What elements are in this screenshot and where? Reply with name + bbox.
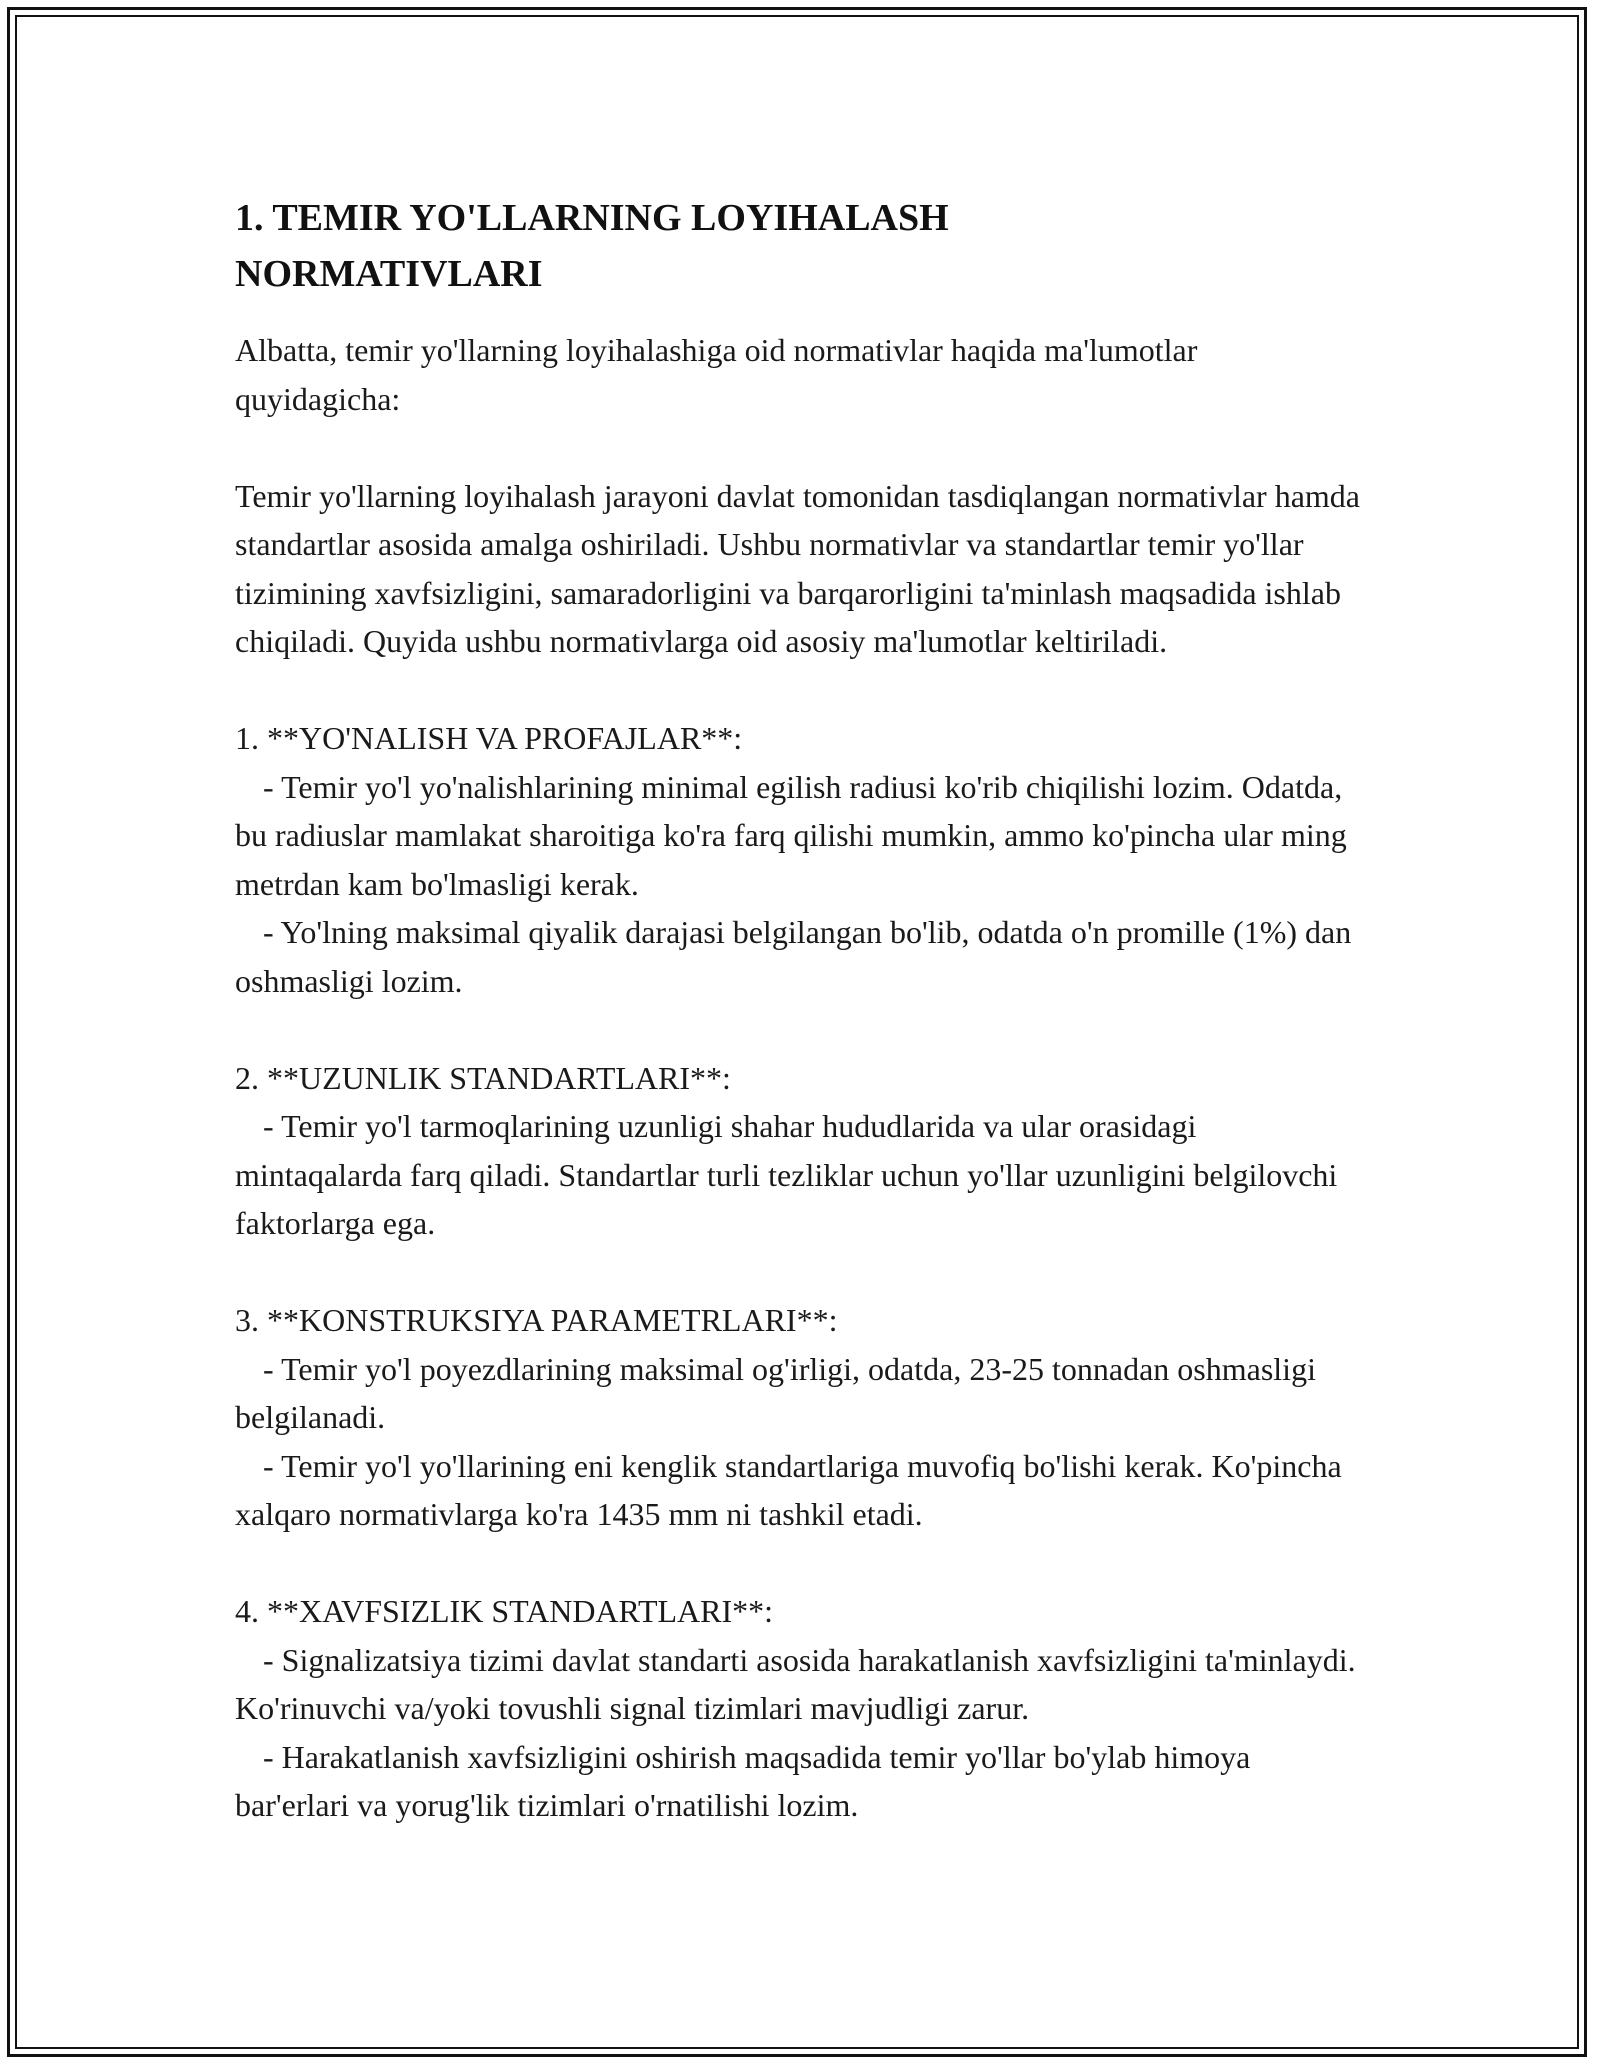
section-bullet: - Temir yo'l tarmoqlarining uzunligi shahar hududlarida va ular orasidagi mintaqalarda farq qiladi. Standartlar turli tezliklar uchun yo'llar uzunligini belgilovchi faktorlarga ega. bbox=[235, 1108, 1346, 1241]
section-bullet: - Yo'lning maksimal qiyalik darajasi belgilangan bo'lib, odatda o'n promille (1%) dan oshmasligi lozim. bbox=[235, 914, 1360, 999]
section-heading: 4. **XAVFSIZLIK STANDARTLARI**: bbox=[235, 1593, 774, 1629]
section-bullet: - Temir yo'l yo'nalishlarining minimal egilish radiusi ko'rib chiqilishi lozim. Odatda, bu radiuslar mamlakat sharoitiga ko'ra farq qilishi mumkin, ammo ko'pincha ular ming metrdan kam bo'lmasligi kerak. bbox=[235, 768, 1355, 902]
title-line-2: NORMATIVLARI bbox=[235, 253, 543, 295]
section-1 bbox=[235, 714, 1365, 1005]
document-body bbox=[235, 190, 1368, 1878]
section-bullet: - Signalizatsiya tizimi davlat standarti asosida harakatlanish xavfsizligini ta'minlaydi. Ko'rinuvchi va/yoki tovushli signal tizimlari mavjudligi zarur. bbox=[235, 1641, 1364, 1726]
section-heading: 1. **YO'NALISH VA PROFAJLAR**: bbox=[235, 720, 743, 756]
intro-paragraph: Albatta, temir yo'llarning loyihalashiga oid normativlar haqida ma'lumotlar quyidagicha: bbox=[235, 332, 1206, 417]
section-2 bbox=[235, 1054, 1365, 1248]
section-bullet: - Harakatlanish xavfsizligini oshirish maqsadida temir yo'llar bo'ylab himoya bar'erlari va yorug'lik tizimlari o'rnatilishi lozim. bbox=[235, 1738, 1259, 1823]
title-line-1: 1. TEMIR YO'LLARNING LOYIHALASH bbox=[235, 197, 949, 239]
section-heading: 3. **KONSTRUKSIYA PARAMETRLARI**: bbox=[235, 1302, 838, 1338]
page-title bbox=[235, 190, 1365, 302]
intro-block bbox=[235, 326, 1365, 423]
section-bullet: - Temir yo'l poyezdlarining maksimal og'irligi, odatda, 23-25 tonnadan oshmasligi belgilanadi. bbox=[235, 1350, 1324, 1435]
overview-paragraph: Temir yo'llarning loyihalash jarayoni davlat tomonidan tasdiqlangan normativlar hamda standartlar asosida amalga oshiriladi. Ushbu normativlar va standartlar temir yo'llar tizimining xavfsizligini, samaradorligini va barqarorligini ta'minlash maqsadida ishlab chiqiladi. Quyida ushbu normativlarga oid asosiy ma'lumotlar keltiriladi. bbox=[235, 477, 1368, 659]
section-3 bbox=[235, 1296, 1365, 1539]
section-bullet: - Temir yo'l yo'llarining eni kenglik standartlariga muvofiq bo'lishi kerak. Ko'pincha xalqaro normativlarga ko'ra 1435 mm ni tashkil etadi. bbox=[235, 1447, 1350, 1532]
overview-block bbox=[235, 472, 1368, 666]
section-heading: 2. **UZUNLIK STANDARTLARI**: bbox=[235, 1059, 731, 1096]
section-4 bbox=[235, 1587, 1365, 1830]
